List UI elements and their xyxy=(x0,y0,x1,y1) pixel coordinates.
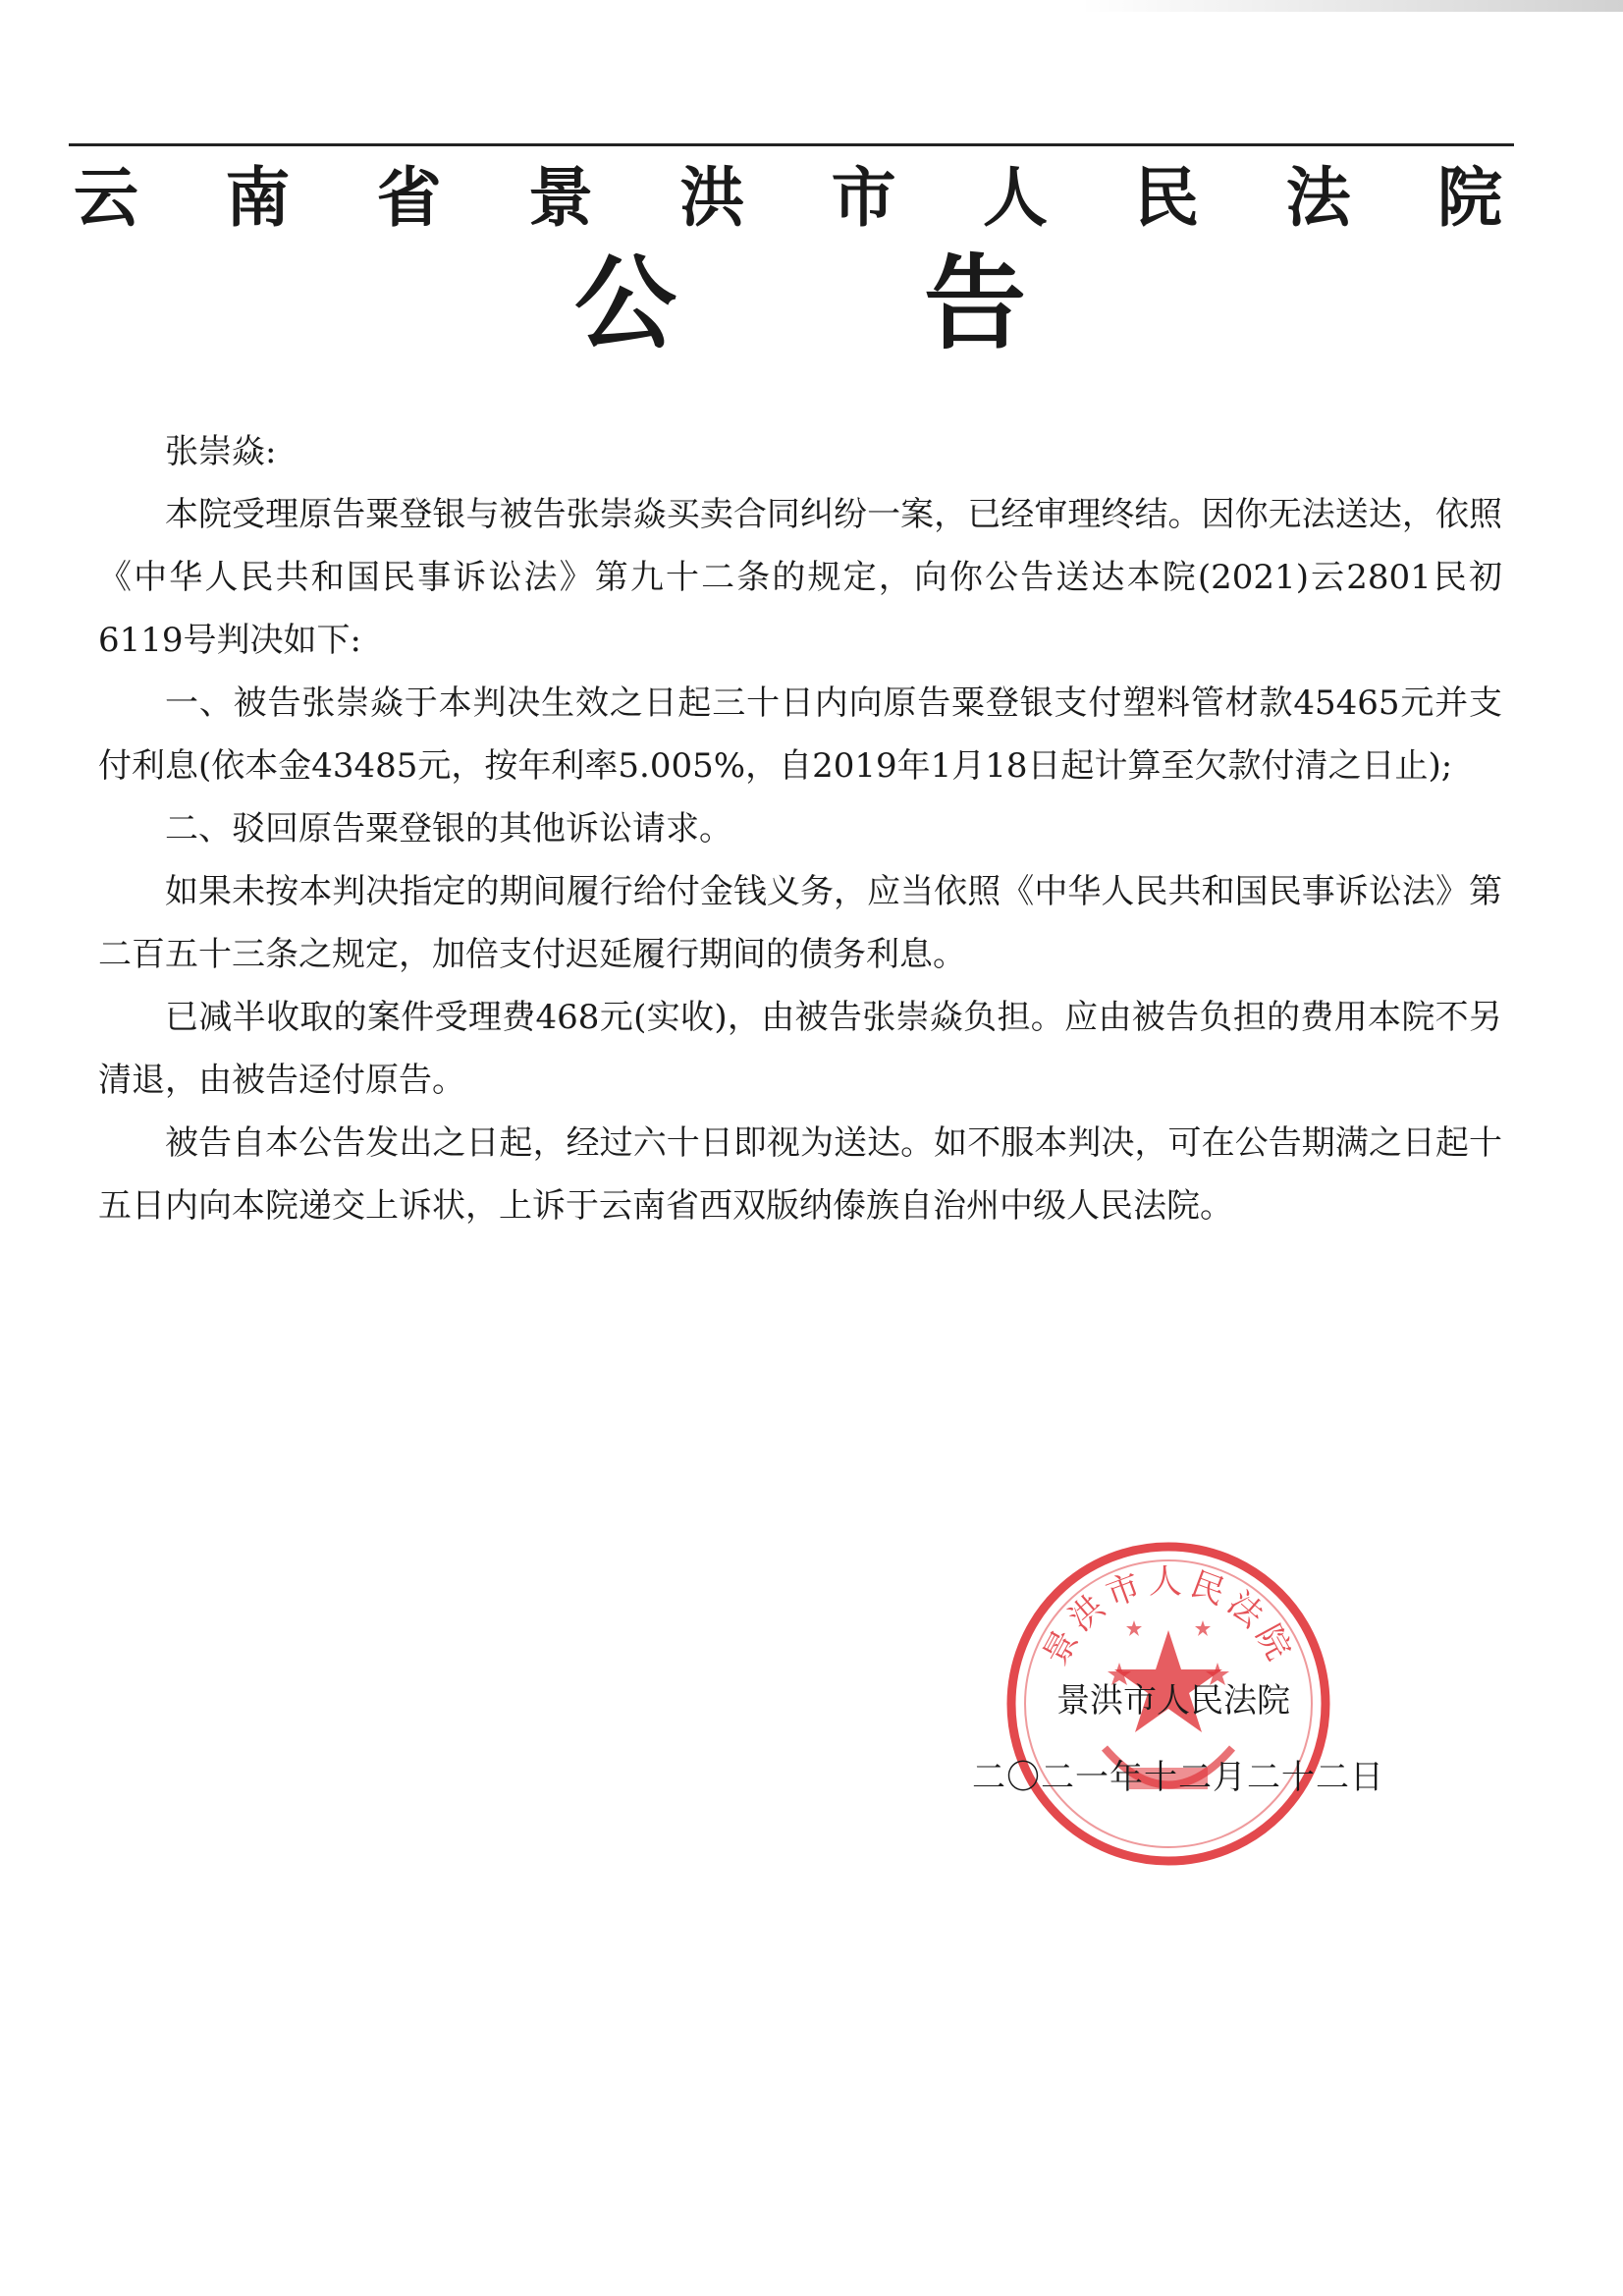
court-name-char: 法 xyxy=(1285,158,1351,236)
salutation: 张崇焱: xyxy=(165,432,277,471)
issuer-signature: 景洪市人民法院 xyxy=(1056,1681,1290,1721)
court-name-char: 南 xyxy=(225,158,291,236)
body-paragraph: 本院受理原告粟登银与被告张崇焱买卖合同纠纷一案，已经审理终结。因你无法送达，依照《中华人民共和国民事诉讼法》第九十二条的规定，向你公告送达本院(2021)云2801民初6119号判决如下: xyxy=(98,495,1502,660)
seal-arc-text: 景洪市人民法院 xyxy=(1035,1561,1302,1672)
document-type-char: 告 xyxy=(923,243,1026,363)
document-type-char: 公 xyxy=(574,243,677,363)
court-name-char: 洪 xyxy=(679,158,745,236)
body-paragraph: 被告自本公告发出之日起，经过六十日即视为送达。如不服本判决，可在公告期满之日起十五日内向本院递交上诉状，上诉于云南省西双版纳傣族自治州中级人民法院。 xyxy=(98,1123,1502,1226)
court-name-char: 民 xyxy=(1134,158,1200,236)
document-type-heading xyxy=(574,236,1026,363)
court-name-char: 云 xyxy=(74,158,138,236)
court-name-char: 市 xyxy=(831,158,896,236)
court-name-char: 院 xyxy=(1436,158,1502,236)
court-name-char: 省 xyxy=(376,158,442,236)
notice-body xyxy=(98,420,1502,1237)
scan-edge-shadow xyxy=(1080,0,1623,12)
court-name-char: 景 xyxy=(527,158,593,236)
body-paragraph: 二、驳回原告粟登银的其他诉讼请求。 xyxy=(165,809,732,848)
body-paragraph: 一、被告张崇焱于本判决生效之日起三十日内向原告粟登银支付塑料管材款45465元并支付利息(依本金43485元，按年利率5.005%，自2019年1月18日起计算至欠款付清之日止); xyxy=(98,683,1502,786)
body-paragraph: 如果未按本判决指定的期间履行给付金钱义务，应当依照《中华人民共和国民事诉讼法》第二百五十三条之规定，加倍支付迟延履行期间的债务利息。 xyxy=(98,872,1502,974)
court-name-char: 人 xyxy=(982,158,1048,236)
body-paragraph: 已减半收取的案件受理费468元(实收)，由被告张崇焱负担。应由被告负担的费用本院不另清退，由被告迳付原告。 xyxy=(98,998,1502,1100)
court-name-heading xyxy=(74,147,1502,236)
issue-date: 二〇二一年十二月二十二日 xyxy=(972,1758,1384,1797)
